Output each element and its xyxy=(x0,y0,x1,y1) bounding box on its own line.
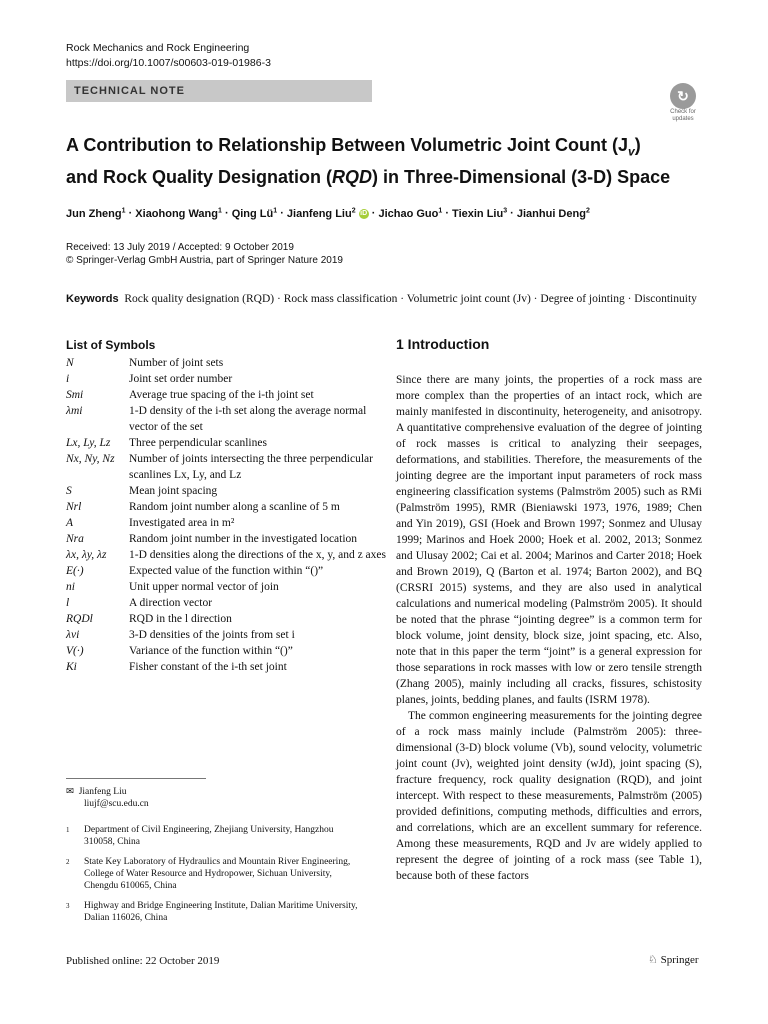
symbol-row xyxy=(66,371,386,387)
symbol-row xyxy=(66,451,386,483)
symbol-row xyxy=(66,579,386,595)
author[interactable]: Qing $Lü^1$ xyxy=(231,207,278,220)
symbol-row xyxy=(66,643,386,659)
check-updates-icon: ↻ xyxy=(670,83,696,109)
symbol-row xyxy=(66,483,386,499)
check-updates-text: Check for updates xyxy=(670,109,696,122)
affiliation-text: Highway and Bridge Engineering Institute, Dalian Maritime University, Dalian 116026, China xyxy=(84,901,358,923)
symbol: A xyxy=(66,517,74,529)
symbol-row xyxy=(66,435,386,451)
symbol-description: Random joint number in the investigated location xyxy=(129,533,358,545)
symbol: i xyxy=(66,373,70,385)
author[interactable]: Xiaohong Wang$^1$ xyxy=(135,207,222,220)
copyright: © Springer-Verlag GmbH Austria, part of Springer Nature 2019 xyxy=(66,255,343,266)
symbol-row xyxy=(66,531,386,547)
symbol-description: Expected value of the function within “()” xyxy=(129,565,324,577)
affiliation xyxy=(66,824,366,848)
symbol-row xyxy=(66,515,386,531)
symbol: λx, λy, λz xyxy=(66,549,107,561)
paragraph: Since there are many joints, the properties of a rock mass are more complex than the properties of an intact rock, which are mainly manifested in discontinuity, heterogeneity, and anisotropy. A quantitative comprehensive evaluation of the degree of jointing of rock masses is critical to analyzing their seepages, deformations, and stabilities. Therefore, the measurements of the jointing degree are the important input parameters of rock mass engineering classification systems (Palmström 2005) such as RMi (Palmström 1995), RMR (Bieniawski 1973, 1976, 1989; Chen and Yin 2019), GSI (Hoek and Brown 1997; Sonmez and Ulusay 1999; Marinos and Hoek 2000; Hoek et al. 2002, 2013; Sonmez and Ulusay 2002; Cai et al. 2004; Marinos and Carter 2018; Hoek and Brown 2019), Q (Barton et al. 1974; Barton 2002), and BQ (CRSRI 2015) systems, and they are also used in analytical calculations and numerical modeling (Palmström 2005). It should be noted that the phrase “jointing degree” is a common term for block volume, joint density, block size, joint spacing, etc. Also, note that in this paper the term “joint” is a general expression for those separations in rock masses with low or zero tensile strength (Zhang 2005), mainly including all cracks, fissures, schistosity planes, joints, bedding planes, and faults (ISRM 1978). xyxy=(396,374,702,706)
symbol-description: RQD in the l direction xyxy=(129,613,232,625)
symbol-description: 1-D densities along the directions of the x, y, and z axes xyxy=(129,549,386,561)
keywords xyxy=(66,291,706,307)
check-updates-badge[interactable] xyxy=(663,83,703,123)
affiliation xyxy=(66,856,366,892)
affiliation-text: Department of Civil Engineering, Zhejiang University, Hangzhou 310058, China xyxy=(84,825,334,847)
article-type-label: TECHNICAL NOTE xyxy=(74,85,185,97)
received-accepted: Received: 13 July 2019 / Accepted: 9 October 2019 xyxy=(66,242,294,253)
contact-email[interactable]: liujf@scu.edu.cn xyxy=(84,799,149,809)
symbol-row xyxy=(66,499,386,515)
symbol: λvi xyxy=(66,629,80,641)
symbol-description: 3-D densities of the joints from set i xyxy=(129,629,295,641)
symbol-description: Average true spacing of the i-th joint set xyxy=(129,389,314,401)
section-heading: 1 Introduction xyxy=(396,336,490,352)
keywords-label: Keywords xyxy=(66,293,119,305)
symbol-row xyxy=(66,563,386,579)
email-icon: ✉ xyxy=(66,787,74,797)
affiliation-number: 1 xyxy=(66,826,70,834)
symbol-description: Fisher constant of the i-th set joint xyxy=(129,661,287,673)
symbol: Ki xyxy=(66,661,77,673)
author-list: Jun Zheng$^1$ · Xiaohong Wang$^1$ · Qing $Lü^1$ · Jianfeng Liu$^2$ iD · Jichao Guo$^1$ · Tiexin Liu$^3$ · Jianhui Deng$^2$ xyxy=(66,207,590,220)
symbol-row xyxy=(66,611,386,627)
author[interactable]: Jianfeng Liu$^2$ xyxy=(286,207,356,220)
corresponding-author xyxy=(66,786,149,810)
symbol: E(·) xyxy=(66,565,84,577)
symbol-row xyxy=(66,659,386,675)
symbol: S xyxy=(66,485,72,497)
published-date: Published online: 22 October 2019 xyxy=(66,955,220,967)
symbol-description: Joint set order number xyxy=(129,373,233,385)
author[interactable]: Tiexin Liu$^3$ xyxy=(452,207,508,220)
symbol-row xyxy=(66,547,386,563)
author[interactable]: Jun Zheng$^1$ xyxy=(66,207,126,220)
publisher-name: Springer xyxy=(660,954,699,966)
publisher-logo xyxy=(648,953,699,966)
author[interactable]: Jichao Guo$^1$ xyxy=(378,207,443,220)
symbol: Nra xyxy=(66,533,84,545)
symbol-description: 1-D density of the i-th set along the average normal vector of the set xyxy=(129,405,367,433)
affiliation-number: 3 xyxy=(66,902,70,910)
symbol-description: Random joint number along a scanline of 5 m xyxy=(129,501,340,513)
introduction-body xyxy=(396,372,702,884)
springer-horse-icon: ♘ xyxy=(648,954,658,966)
symbol-row xyxy=(66,627,386,643)
symbol-description: Mean joint spacing xyxy=(129,485,218,497)
symbols-list xyxy=(66,355,386,675)
symbol-description: Unit upper normal vector of join xyxy=(129,581,279,593)
footnote-divider xyxy=(66,778,206,779)
affiliation-text: State Key Laboratory of Hydraulics and Mountain River Engineering, College of Water Resource and Hydropower, Sichuan University, Chengdu 610065, China xyxy=(84,857,351,891)
symbol-description: Variance of the function within “()” xyxy=(129,645,293,657)
symbol-description: Number of joint sets xyxy=(129,357,224,369)
symbol: RQDl xyxy=(66,613,93,625)
symbol-row xyxy=(66,387,386,403)
author[interactable]: Jianhui Deng$^2$ xyxy=(516,207,590,220)
symbol-description: Number of joints intersecting the three perpendicular scanlines Lx, Ly, and Lz xyxy=(129,453,373,481)
symbol: Nx, Ny, Nz xyxy=(66,453,115,465)
contact-name: Jianfeng Liu xyxy=(78,787,127,797)
symbol-row xyxy=(66,595,386,611)
symbol: Smi xyxy=(66,389,84,401)
affiliation xyxy=(66,900,366,924)
orcid-icon[interactable]: iD xyxy=(360,209,368,217)
affiliation-number: 2 xyxy=(66,858,70,866)
symbol: V(·) xyxy=(66,645,84,657)
symbol-row xyxy=(66,355,386,371)
article-type-bar xyxy=(66,80,372,102)
symbol-description: Three perpendicular scanlines xyxy=(129,437,267,449)
journal-name: Rock Mechanics and Rock Engineering xyxy=(66,42,250,54)
article-title: A Contribution to Relationship Between Volumetric Joint Count $(J_v)$ and Rock Quality Designation (RQD) in Three-Dimensional (3-D) Space xyxy=(66,135,671,187)
keywords-text: Rock quality designation (RQD) · Rock mass classification · Volumetric joint count (Jv) · Degree of jointing · Discontinuity xyxy=(124,293,697,305)
symbols-heading: List of Symbols xyxy=(66,338,156,352)
symbol-description: A direction vector xyxy=(129,597,213,609)
doi-link[interactable]: https://doi.org/10.1007/s00603-019-01986-3 xyxy=(66,57,271,69)
symbol: ni xyxy=(66,581,75,593)
journal-header xyxy=(66,41,271,71)
symbol: Nrl xyxy=(66,501,82,513)
symbol: Lx, Ly, Lz xyxy=(66,437,111,449)
article-dates xyxy=(66,241,343,267)
symbol: N xyxy=(66,357,74,369)
symbol: λmi xyxy=(66,405,83,417)
symbol-row xyxy=(66,403,386,435)
paragraph: The common engineering measurements for the jointing degree of a rock mass mainly include (Palmström 2005): three-dimensional (3-D) block volume (Vb), sound velocity, volumetric joint count (Jv), weighted joint density (wJd), joint spacing (S), fracture frequency, rock quality designation (RQD), and joint intercept. With respect to these measurements, Palmström (2005) provided definitions, computing methods, difficulties and errors, and correlations, which are an excellent summary for reference. Among these measurements, RQD and Jv are widely applied to represent the degree of jointing of a rock mass (see Table 1), because both of these factors xyxy=(396,710,702,882)
affiliations xyxy=(66,824,366,932)
symbol-description: Investigated area in m² xyxy=(129,517,235,529)
symbol: l xyxy=(66,597,70,609)
